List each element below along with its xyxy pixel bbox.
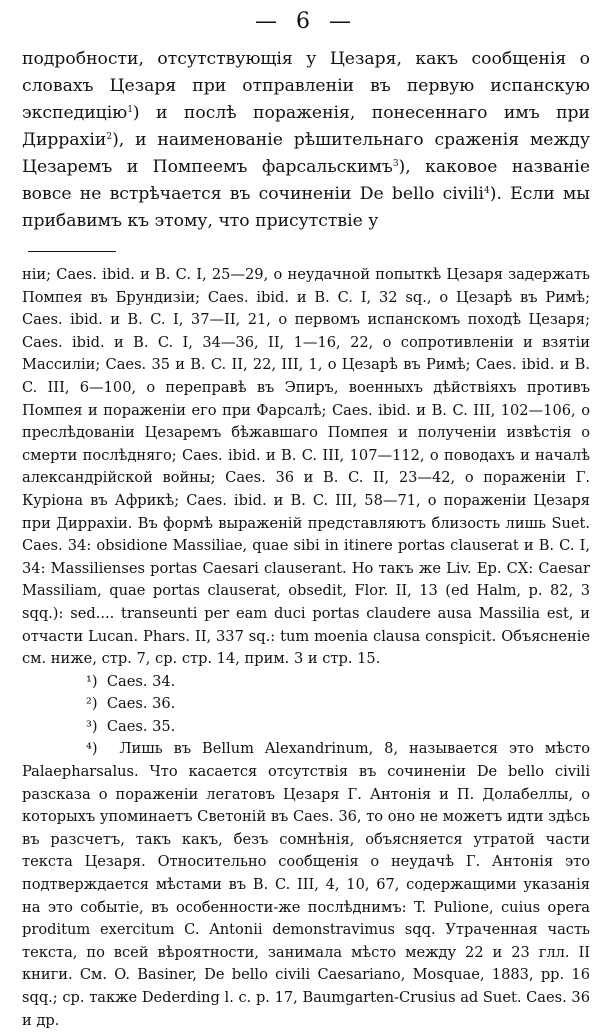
footnote-text: Caes. 36. [106, 695, 176, 713]
footnote-3 [22, 716, 590, 739]
footnote-ref-3: 3 [392, 159, 399, 169]
footnote-mark: ³) [86, 717, 98, 735]
footnote-ref-4: 4 [484, 186, 490, 196]
footnote-2 [22, 693, 590, 716]
footnote-mark: ²) [86, 695, 98, 713]
footnote-divider [28, 251, 116, 252]
footnote-4 [22, 738, 590, 1032]
footnote-mark: ⁴) [86, 740, 98, 758]
page-number: — 6 — [255, 9, 357, 34]
footnote-ref-2: 2 [106, 132, 113, 142]
footnote-text: Лишь въ Bellum Alexandrinum, 8, называется это мѣсто Palaepharsalus. Что касается отсутствія въ сочиненіи De bello civili разсказа о пораженіи легатовъ Цезаря Г. Антонія и П. Долабеллы, о которыхъ упоминаетъ Светоній въ Caes. 36, то оно не можетъ идти здѣсь въ разсчетъ, такъ какъ, безъ сомнѣнія, объясняется утратой части текста Цезаря. Относительно сообщенія о неудачѣ Г. Антонія это подтверждается мѣстами въ B. C. III, 4, 10, 67, содержащими указанія на это событіе, въ особенности-же послѣднимъ: T. Pulione, cuius opera proditum exercitum C. Antonii demonstravimus sqq. Утраченная часть текста, по всей вѣроятности, занимала мѣсто между 22 и 23 глл. II книги. См. O. Basiner, De bello civili Caesariano, Mosquae, 1883, pp. 16 sqq.; ср. также Dederding l. c. p. 17, Baumgarten-Crusius ad Suet. Caes. 36 и др. [22, 740, 590, 1029]
footnote-mark: ¹) [86, 672, 98, 690]
main-text-part-3: ), и наименованіе рѣшительнаго сраженія между Цезаремъ и Помпеемъ фарсальскимъ [22, 130, 590, 177]
footnotes-section [22, 264, 590, 1032]
main-text-part-5: ). Если мы прибавимъ къ этому, что присутствіе у [22, 184, 590, 231]
main-text [22, 46, 590, 235]
footnote-text: Caes. 34. [106, 672, 176, 690]
footnote-1 [22, 671, 590, 694]
main-text-part-4: ), каковое названіе вовсе не встрѣчается въ сочиненіи De bello civili [22, 157, 590, 204]
footnote-ref-1: 1 [127, 105, 133, 115]
footnote-text: Caes. 35. [106, 717, 176, 735]
main-text-part-2: ) и послѣ пораженія, понесеннаго имъ при Диррахіи [22, 103, 590, 150]
main-paragraph [22, 46, 590, 235]
main-text-part-1: подробности, отсутствующія у Цезаря, какъ сообщенія о словахъ Цезаря при отправленіи въ первую испанскую экспедицію [22, 49, 590, 123]
continued-footnote: ніи; Caes. ibid. и B. C. I, 25—29, о неудачной попыткѣ Цезаря задержать Помпея въ Брундизіи; Caes. ibid. и B. C. I, 32 sq., о Цезарѣ въ Римѣ; Caes. ibid. и B. C. I, 37—II, 21, о первомъ испанскомъ походѣ Цезаря; Caes. ibid. и B. C. I, 34—36, II, 1—16, 22, о сопротивленіи и взятіи Массиліи; Caes. 35 и B. C. II, 22, III, 1, о Цезарѣ въ Римѣ; Caes. ibid. и B. C. III, 6—100, о переправѣ въ Эпиръ, военныхъ дѣйствіяхъ противъ Помпея и пораженіи его при Фарсалѣ; Caes. ibid. и B. C. III, 102—106, о преслѣдованіи Цезаремъ бѣжавшаго Помпея и полученіи извѣстія о смерти послѣдняго; Caes. ibid. и B. C. III, 107—112, о поводахъ и началѣ александрійской войны; Caes. 36 и B. C. II, 23—42, о пораженіи Г. Куріона въ Африкѣ; Caes. ibid. и B. C. III, 58—71, о пораженіи Цезаря при Диррахіи. Въ формѣ выраженій представляютъ близость лишь Suet. Caes. 34: obsidione Massiliae, quae sibi in itinere portas clauserat и B. C. I, 34: Massilienses portas Caesari clauserant. Но такъ же Liv. Ep. CX: Caesar Massiliam, quae portas clauserat, obsedit, Flor. II, 13 (ed Halm, p. 82, 3 sqq.): sed.... transeunti per eam duci portas claudere ausa Massilia est, и отчасти Lucan. Phars. II, 337 sq.: tum moenia clausa conspicit. Объясненіе см. ниже, стр. 7, ср. стр. 14, прим. 3 и стр. 15. [22, 266, 590, 668]
